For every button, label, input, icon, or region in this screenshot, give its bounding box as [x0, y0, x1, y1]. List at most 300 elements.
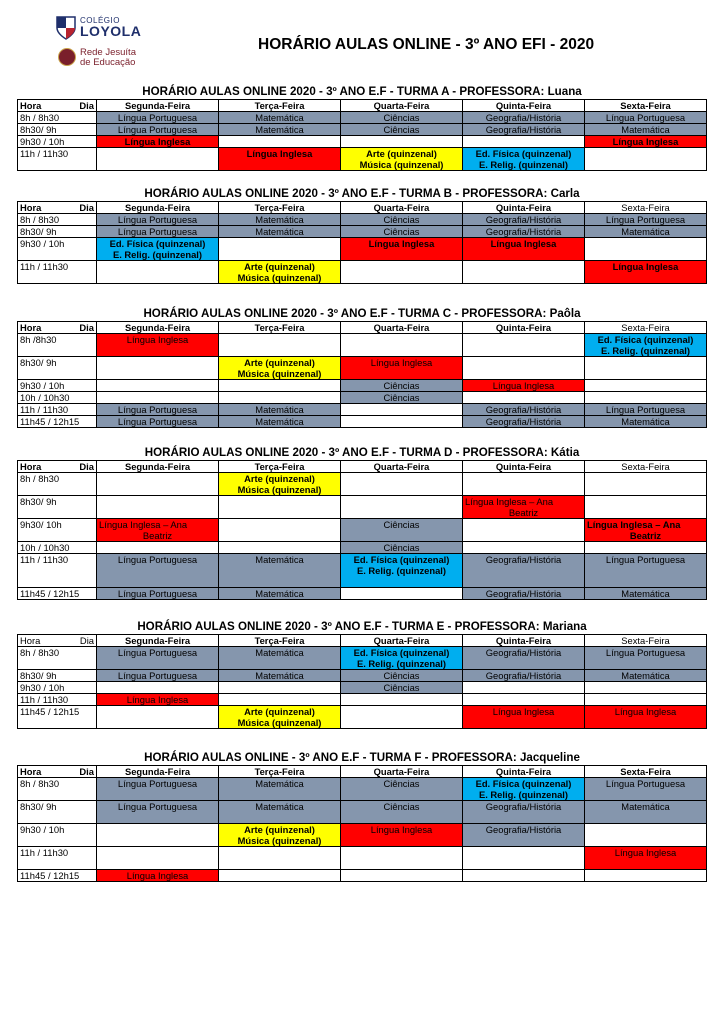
class-cell-terca [219, 519, 341, 542]
subject-label: Língua Portuguesa [117, 124, 198, 135]
class-cell-quarta [341, 392, 463, 404]
class-cell-sexta [585, 496, 707, 519]
subject-label: Língua Portuguesa [117, 647, 198, 658]
time-cell: 8h / 8h30 [18, 112, 97, 124]
class-cell-segunda [97, 473, 219, 496]
subject-label: Matemática [255, 801, 304, 812]
day-header-segunda: Segunda-Feira [97, 202, 219, 214]
class-cell-terca [219, 801, 341, 824]
class-cell-segunda [97, 334, 219, 357]
table-row [18, 148, 707, 171]
table-row [18, 112, 707, 124]
subject-label: Matemática [255, 647, 304, 658]
day-header-terca: Terça-Feira [219, 202, 341, 214]
day-header-terca: Terça-Feira [219, 100, 341, 112]
time-cell: 8h30/ 9h [18, 496, 97, 519]
class-cell-sexta [585, 682, 707, 694]
class-cell-segunda [97, 554, 219, 588]
class-cell-quarta [341, 778, 463, 801]
subject-label: Matemática [621, 416, 670, 427]
subject-label: Língua Inglesa [490, 238, 557, 249]
class-cell-segunda [97, 519, 219, 542]
time-cell: 11h / 11h30 [18, 847, 97, 870]
class-cell-segunda [97, 392, 219, 404]
class-cell-terca [219, 870, 341, 882]
schedule-table [17, 765, 707, 882]
day-header-quinta: Quinta-Feira [463, 202, 585, 214]
subject-label: Ed. Física (quinzenal) [353, 647, 450, 658]
table-row [18, 847, 707, 870]
subject-label: Língua Inglesa [124, 136, 191, 147]
table-row [18, 647, 707, 670]
schedule-section [17, 446, 707, 600]
subject-label: Matemática [255, 404, 304, 415]
class-cell-quarta [341, 554, 463, 588]
dia-label: Dia [79, 322, 94, 333]
class-cell-quarta [341, 238, 463, 261]
dia-label: Dia [79, 461, 94, 472]
class-cell-terca [219, 496, 341, 519]
class-cell-quinta [463, 416, 585, 428]
time-cell: 11h45 / 12h15 [18, 706, 97, 729]
school-logo [56, 14, 176, 70]
class-cell-quarta [341, 214, 463, 226]
schedule-table [17, 634, 707, 729]
subject-label: E. Relig. (quinzenal) [600, 345, 691, 356]
class-cell-quinta [463, 404, 585, 416]
hora-dia-header [18, 461, 97, 473]
section-title: HORÁRIO AULAS ONLINE 2020 - 3º ANO E.F - TURMA B - PROFESSORA: Carla [144, 187, 580, 200]
subject-label: Língua Inglesa [492, 380, 555, 391]
subject-label: E. Relig. (quinzenal) [356, 565, 447, 576]
subject-label: Arte (quinzenal) [366, 148, 437, 159]
class-cell-sexta [585, 261, 707, 284]
table-row [18, 824, 707, 847]
section-title: HORÁRIO AULAS ONLINE 2020 - 3º ANO E.F - TURMA E - PROFESSORA: Mariana [137, 620, 587, 633]
subject-label: Ciências [383, 542, 420, 553]
class-cell-segunda [97, 214, 219, 226]
schedule-table [17, 460, 707, 600]
day-header-quarta: Quarta-Feira [341, 461, 463, 473]
class-cell-sexta [585, 226, 707, 238]
subject-label: Arte (quinzenal) [244, 473, 315, 484]
subject-label: Língua Inglesa [368, 238, 435, 249]
class-cell-segunda [97, 870, 219, 882]
subject-label: Ed. Física (quinzenal) [109, 238, 206, 249]
hora-dia-header [18, 766, 97, 778]
day-header-quarta: Quarta-Feira [341, 100, 463, 112]
time-cell: 8h / 8h30 [18, 214, 97, 226]
class-cell-terca [219, 124, 341, 136]
header-row [18, 766, 707, 778]
table-row [18, 392, 707, 404]
class-cell-terca [219, 778, 341, 801]
class-cell-quarta [341, 847, 463, 870]
dia-label: Dia [79, 202, 94, 213]
subject-label: Língua Inglesa – Ana [587, 519, 681, 530]
subject-label: Matemática [621, 801, 670, 812]
table-row [18, 214, 707, 226]
class-cell-quarta [341, 670, 463, 682]
subject-label: Ciências [383, 226, 420, 237]
time-cell: 8h30/ 9h [18, 670, 97, 682]
subject-label: Língua Inglesa [370, 357, 433, 368]
class-cell-sexta [585, 136, 707, 148]
table-row [18, 778, 707, 801]
subject-label: Geografia/História [485, 214, 562, 225]
class-cell-quarta [341, 226, 463, 238]
class-cell-terca [219, 392, 341, 404]
day-header-sexta: Sexta-Feira [585, 202, 707, 214]
class-cell-segunda [97, 706, 219, 729]
class-cell-sexta [585, 519, 707, 542]
table-row [18, 380, 707, 392]
day-header-quinta: Quinta-Feira [463, 100, 585, 112]
class-cell-quinta [463, 392, 585, 404]
time-cell: 8h30/ 9h [18, 357, 97, 380]
schedule-table [17, 99, 707, 171]
subject-label: Língua Inglesa [246, 148, 313, 159]
class-cell-terca [219, 334, 341, 357]
class-cell-terca [219, 416, 341, 428]
shield-icon [56, 16, 76, 40]
subject-label: Matemática [255, 778, 304, 789]
day-header-quinta: Quinta-Feira [463, 461, 585, 473]
class-cell-quinta [463, 542, 585, 554]
class-cell-sexta [585, 416, 707, 428]
header-row [18, 202, 707, 214]
subject-label: Geografia/História [485, 416, 562, 427]
class-cell-segunda [97, 238, 219, 261]
class-cell-sexta [585, 647, 707, 670]
class-cell-terca [219, 238, 341, 261]
class-cell-segunda [97, 778, 219, 801]
table-row [18, 694, 707, 706]
class-cell-segunda [97, 112, 219, 124]
class-cell-terca [219, 226, 341, 238]
class-cell-quinta [463, 588, 585, 600]
class-cell-sexta [585, 706, 707, 729]
class-cell-sexta [585, 824, 707, 847]
class-cell-terca [219, 261, 341, 284]
hora-label: Hora [20, 766, 42, 777]
subject-label: Arte (quinzenal) [244, 357, 315, 368]
subject-label: Arte (quinzenal) [244, 261, 315, 272]
subject-label: Ciências [383, 682, 420, 693]
subject-label: E. Relig. (quinzenal) [478, 159, 569, 170]
class-cell-quarta [341, 682, 463, 694]
subject-label: Ed. Física (quinzenal) [475, 148, 572, 159]
subject-label: Matemática [255, 112, 304, 123]
class-cell-quarta [341, 519, 463, 542]
day-header-segunda: Segunda-Feira [97, 635, 219, 647]
class-cell-quarta [341, 357, 463, 380]
day-header-quinta: Quinta-Feira [463, 766, 585, 778]
class-cell-segunda [97, 404, 219, 416]
class-cell-quinta [463, 112, 585, 124]
hora-dia-header [18, 635, 97, 647]
class-cell-quarta [341, 380, 463, 392]
subject-label: Língua Inglesa [612, 136, 679, 147]
subject-label: Língua Inglesa [492, 706, 555, 717]
subject-label: Língua Portuguesa [117, 112, 198, 123]
subject-label: Ciências [383, 801, 420, 812]
time-cell: 8h / 8h30 [18, 647, 97, 670]
header-row [18, 100, 707, 112]
class-cell-terca [219, 682, 341, 694]
class-cell-quinta [463, 357, 585, 380]
class-cell-quarta [341, 496, 463, 519]
class-cell-sexta [585, 542, 707, 554]
subject-label: Ciências [383, 380, 420, 391]
day-header-terca: Terça-Feira [219, 635, 341, 647]
class-cell-quinta [463, 214, 585, 226]
subject-label: Matemática [621, 670, 670, 681]
subject-label: Ciências [383, 124, 420, 135]
subject-label: Música (quinzenal) [359, 159, 444, 170]
day-header-sexta: Sexta-Feira [585, 635, 707, 647]
class-cell-sexta [585, 380, 707, 392]
class-cell-sexta [585, 357, 707, 380]
table-row [18, 416, 707, 428]
time-cell: 9h30 / 10h [18, 682, 97, 694]
day-header-sexta: Sexta-Feira [585, 100, 707, 112]
day-header-sexta: Sexta-Feira [585, 766, 707, 778]
subject-label: Língua Portuguesa [117, 670, 198, 681]
time-cell: 8h / 8h30 [18, 778, 97, 801]
subject-label: Língua Portuguesa [605, 778, 686, 789]
hora-dia-header [18, 202, 97, 214]
table-row [18, 473, 707, 496]
class-cell-terca [219, 136, 341, 148]
subject-label: E. Relig. (quinzenal) [478, 789, 569, 800]
class-cell-quinta [463, 473, 585, 496]
subject-label: Língua Inglesa [126, 870, 189, 881]
class-cell-quarta [341, 588, 463, 600]
class-cell-segunda [97, 496, 219, 519]
time-cell: 11h45 / 12h15 [18, 588, 97, 600]
day-header-quarta: Quarta-Feira [341, 766, 463, 778]
class-cell-terca [219, 112, 341, 124]
subject-label: Música (quinzenal) [237, 368, 322, 379]
day-header-quinta: Quinta-Feira [463, 322, 585, 334]
class-cell-sexta [585, 670, 707, 682]
subject-label: Beatriz [142, 530, 173, 541]
subject-label: Língua Inglesa [612, 261, 679, 272]
day-header-segunda: Segunda-Feira [97, 100, 219, 112]
class-cell-quarta [341, 261, 463, 284]
class-cell-segunda [97, 694, 219, 706]
class-cell-quinta [463, 694, 585, 706]
subject-label: Língua Inglesa [370, 824, 433, 835]
class-cell-quarta [341, 647, 463, 670]
subject-label: Matemática [621, 124, 670, 135]
day-header-quarta: Quarta-Feira [341, 635, 463, 647]
day-header-sexta: Sexta-Feira [585, 461, 707, 473]
class-cell-quinta [463, 238, 585, 261]
subject-label: Língua Portuguesa [117, 554, 198, 565]
subject-label: Língua Inglesa [614, 706, 677, 717]
class-cell-sexta [585, 870, 707, 882]
class-cell-terca [219, 670, 341, 682]
subject-label: Língua Portuguesa [117, 226, 198, 237]
subject-label: Geografia/História [485, 554, 562, 565]
time-cell: 9h30 / 10h [18, 824, 97, 847]
subject-label: Geografia/História [485, 404, 562, 415]
subject-label: Matemática [621, 226, 670, 237]
class-cell-quinta [463, 226, 585, 238]
subject-label: Ed. Física (quinzenal) [353, 554, 450, 565]
subject-label: Matemática [255, 554, 304, 565]
class-cell-quarta [341, 824, 463, 847]
subject-label: Língua Portuguesa [117, 801, 198, 812]
schedule-table [17, 201, 707, 284]
class-cell-quinta [463, 847, 585, 870]
class-cell-quinta [463, 778, 585, 801]
time-cell: 8h /8h30 [18, 334, 97, 357]
class-cell-quinta [463, 670, 585, 682]
subject-label: Ciências [383, 670, 420, 681]
hora-dia-header [18, 322, 97, 334]
table-row [18, 238, 707, 261]
time-cell: 8h30/ 9h [18, 801, 97, 824]
class-cell-quarta [341, 706, 463, 729]
section-title: HORÁRIO AULAS ONLINE - 3º ANO E.F - TURMA F - PROFESSORA: Jacqueline [144, 751, 580, 764]
schedule-section [17, 187, 707, 284]
time-cell: 11h / 11h30 [18, 694, 97, 706]
class-cell-quarta [341, 136, 463, 148]
table-row [18, 496, 707, 519]
day-header-sexta: Sexta-Feira [585, 322, 707, 334]
class-cell-segunda [97, 416, 219, 428]
class-cell-terca [219, 214, 341, 226]
class-cell-quinta [463, 706, 585, 729]
table-row [18, 870, 707, 882]
class-cell-sexta [585, 778, 707, 801]
table-row [18, 136, 707, 148]
class-cell-segunda [97, 542, 219, 554]
time-cell: 11h / 11h30 [18, 261, 97, 284]
class-cell-sexta [585, 847, 707, 870]
time-cell: 8h30/ 9h [18, 124, 97, 136]
day-header-quarta: Quarta-Feira [341, 202, 463, 214]
subject-label: Língua Portuguesa [117, 416, 198, 427]
time-cell: 9h30/ 10h [18, 519, 97, 542]
subject-label: Língua Portuguesa [117, 214, 198, 225]
dia-label: Dia [79, 766, 94, 777]
time-cell: 10h / 10h30 [18, 542, 97, 554]
subject-label: Matemática [255, 124, 304, 135]
class-cell-quarta [341, 473, 463, 496]
table-row [18, 124, 707, 136]
subject-label: E. Relig. (quinzenal) [356, 658, 447, 669]
logo-line-4: de Educação [80, 57, 136, 68]
subject-label: Geografia/História [485, 124, 562, 135]
hora-label: Hora [20, 635, 41, 646]
hora-label: Hora [20, 202, 42, 213]
class-cell-quarta [341, 694, 463, 706]
table-row [18, 357, 707, 380]
schedule-section [17, 751, 707, 882]
class-cell-sexta [585, 124, 707, 136]
subject-label: Língua Inglesa – Ana [465, 496, 554, 507]
class-cell-sexta [585, 112, 707, 124]
table-row [18, 226, 707, 238]
day-header-segunda: Segunda-Feira [97, 461, 219, 473]
class-cell-terca [219, 554, 341, 588]
section-title: HORÁRIO AULAS ONLINE 2020 - 3º ANO E.F - TURMA D - PROFESSORA: Kátia [144, 446, 580, 459]
table-row [18, 261, 707, 284]
subject-label: Matemática [255, 588, 304, 599]
time-cell: 10h / 10h30 [18, 392, 97, 404]
class-cell-quinta [463, 647, 585, 670]
class-cell-segunda [97, 380, 219, 392]
time-cell: 11h45 / 12h15 [18, 870, 97, 882]
subject-label: Matemática [255, 226, 304, 237]
class-cell-segunda [97, 588, 219, 600]
subject-label: Beatriz [629, 530, 662, 541]
table-row [18, 670, 707, 682]
class-cell-terca [219, 694, 341, 706]
time-cell: 8h / 8h30 [18, 473, 97, 496]
hora-label: Hora [20, 461, 42, 472]
subject-label: Arte (quinzenal) [244, 706, 315, 717]
class-cell-sexta [585, 588, 707, 600]
time-cell: 8h30/ 9h [18, 226, 97, 238]
day-header-segunda: Segunda-Feira [97, 322, 219, 334]
class-cell-sexta [585, 238, 707, 261]
subject-label: Língua Inglesa – Ana [99, 519, 188, 530]
subject-label: E. Relig. (quinzenal) [112, 249, 203, 260]
class-cell-sexta [585, 473, 707, 496]
class-cell-quarta [341, 416, 463, 428]
subject-label: Geografia/História [485, 112, 562, 123]
class-cell-quarta [341, 801, 463, 824]
subject-label: Língua Portuguesa [117, 588, 198, 599]
table-row [18, 554, 707, 588]
class-cell-segunda [97, 148, 219, 171]
class-cell-quinta [463, 148, 585, 171]
class-cell-quinta [463, 261, 585, 284]
class-cell-sexta [585, 334, 707, 357]
class-cell-quinta [463, 334, 585, 357]
class-cell-quinta [463, 124, 585, 136]
subject-label: Geografia/História [485, 670, 562, 681]
class-cell-segunda [97, 670, 219, 682]
time-cell: 11h / 11h30 [18, 148, 97, 171]
class-cell-segunda [97, 226, 219, 238]
day-header-quarta: Quarta-Feira [341, 322, 463, 334]
schedule-section [17, 620, 707, 729]
class-cell-quarta [341, 542, 463, 554]
class-cell-segunda [97, 261, 219, 284]
subject-label: Geografia/História [485, 226, 562, 237]
subject-label: Ciências [383, 214, 420, 225]
subject-label: Língua Inglesa [126, 334, 189, 345]
day-header-terca: Terça-Feira [219, 766, 341, 778]
class-cell-quinta [463, 519, 585, 542]
seal-icon [58, 48, 76, 66]
subject-label: Ciências [383, 778, 420, 789]
subject-label: Beatriz [508, 507, 539, 518]
page-header [0, 0, 724, 80]
dia-label: Dia [79, 100, 94, 111]
section-title: HORÁRIO AULAS ONLINE 2020 - 3º ANO E.F - TURMA C - PROFESSORA: Paôla [143, 307, 581, 320]
subject-label: Música (quinzenal) [237, 272, 322, 283]
table-row [18, 706, 707, 729]
header-row [18, 461, 707, 473]
table-row [18, 801, 707, 824]
